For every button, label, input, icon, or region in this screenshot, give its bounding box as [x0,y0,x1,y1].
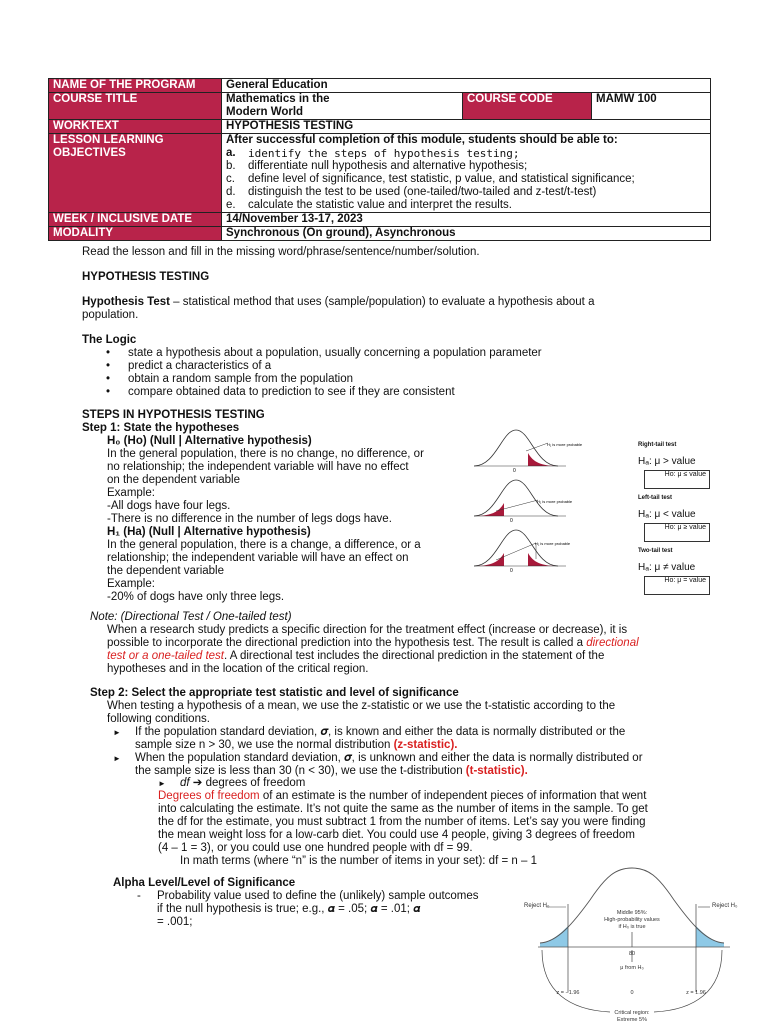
objective-item: d. distinguish the test to be used (one-tailed/two-tailed and z-test/t-test) [226,186,597,198]
z-left-label: z = −1.96 [556,990,580,996]
list-item: • obtain a random sample from the population [82,373,642,386]
two-tail-label: Two-tail test Hₐ: μ ≠ value Ho: μ = value [638,545,710,595]
svg-text:0: 0 [510,568,513,574]
step1-heading: Step 1: State the hypotheses [82,422,240,434]
svg-text:Extreme 5%: Extreme 5% [617,1017,647,1023]
objectives-label: LESSON LEARNING OBJECTIVES [49,134,222,213]
objective-item: a. identify the steps of hypothesis testing; [226,147,520,160]
svg-text:0: 0 [513,468,516,474]
svg-text:0: 0 [630,990,634,996]
modality-value: Synchronous (On ground), Asynchronous [222,227,711,241]
hypothesis-test-definition: Hypothesis Test – statistical method that uses (sample/population) to evaluate a hypothesis about a population. [82,296,595,321]
left-tail-note: H₁ is more probable [537,499,573,504]
course-title-label: COURSE TITLE [49,93,222,120]
dof-paragraph: Degrees of freedom of an estimate is the number of independent pieces of information that went into calculating the estimate. It’s not quite the same as the number of items in the sample. To get the df for the estimate, you must subtract 1 from the number of items. Let’s say you were finding the mean weight loss for a low-carb diet. You could use 4 people, giving 3 degrees of freedom (4 – 1 = 3), or you could use one hundred people with df = 99. In math terms (where “n” is the number of items in your set): df = n – 1 [158,790,648,867]
modality-label: MODALITY [49,227,222,241]
two-tail-curve [474,530,571,574]
conditions-list [107,726,707,778]
list-item: ► df ➔ degrees of freedom [152,777,552,790]
right-tail-curve [474,430,583,474]
worktext-label: WORKTEXT [49,120,222,134]
left-tail-label: Left-tail test Hₐ: μ < value Ho: μ ≥ value [638,492,710,542]
left-critical-region [540,926,568,947]
h0-section: H₀ (Ho) (Null | Alternative hypothesis) In the general population, there is no change, no difference, or no relationship; the independent variable will have no effect on the dependent variable Example: -All dogs have four legs. -There is no difference in the number of legs dogs have. H₁ (Ha) (Null | Alternative hypothesis) In the general population, there is a change, a difference, or a relationship; the independent variable will have an effect on the dependent variable Example: -20% of dogs have only three legs. [107,435,467,604]
h0-heading: H₀ (Ho) (Null | Alternative hypothesis) [107,435,312,447]
objective-item: e. calculate the statistic value and interpret the results. [226,199,513,211]
main-heading: HYPOTHESIS TESTING [82,271,210,283]
list-item: • compare obtained data to prediction to see if they are consistent [82,386,642,399]
course-code-value: MAMW 100 [592,93,711,120]
worktext-value: HYPOTHESIS TESTING [222,120,711,134]
list-item: • predict a characteristics of a [82,360,642,373]
logic-heading: The Logic [82,334,137,346]
h1-heading: H₁ (Ha) (Null | Alternative hypothesis) [107,526,311,538]
course-info-table [48,78,711,241]
week-value: 14/November 13-17, 2023 [222,213,711,227]
course-code-label: COURSE CODE [463,93,592,120]
program-value: General Education [222,79,711,93]
week-label: WEEK / INCLUSIVE DATE [49,213,222,227]
logic-list [82,347,642,399]
svg-text:High-probability values: High-probability values [604,917,660,923]
svg-text:if H₀ is true: if H₀ is true [618,924,646,930]
course-title-value: Mathematics in the Modern World [222,93,463,120]
right-tail-label: Right-tail test Hₐ: μ > value Ho: μ ≤ value [638,439,710,489]
objectives-list [226,147,706,212]
svg-text:0: 0 [510,518,513,524]
svg-text:Critical region:: Critical region: [614,1010,650,1016]
two-tail-note: H₁ is more probable [535,541,571,546]
step2-intro: When testing a hypothesis of a mean, we use the z-statistic or we use the t-statistic according to the following conditions. [107,700,616,725]
objective-item: c. define level of significance, test statistic, p value, and statistical significance; [226,173,635,185]
svg-text:Middle 95%:: Middle 95%: [616,910,648,916]
reject-right-label: Reject H₀ [712,903,738,909]
alpha-text: - Probability value used to define the (unlikely) sample outcomes if the null hypothesis is true; e.g., 𝜶 = .05; 𝜶 = .01; 𝜶 = .001; [137,890,479,928]
list-item: ► If the population standard deviation, 𝝈, is known and either the data is normally distributed or the sample size n > 30, we use the normal distribution (z-statistic). [107,726,707,752]
program-label: NAME OF THE PROGRAM [49,79,222,93]
z-right-label: z = 1.96 [686,990,706,996]
instructions: Read the lesson and fill in the missing word/phrase/sentence/number/solution. [82,246,480,258]
mean-value-label: 80 [628,951,636,957]
objectives-value [222,134,711,213]
note-body: When a research study predicts a specific direction for the treatment effect (increase or decrease), it is possible to incorporate the directional prediction into the hypothesis test. The result is called a directional test or a one-tailed test. A directional test includes the directional prediction in the statement of the hypotheses and in the location of the critical region. [107,624,639,675]
alpha-heading: Alpha Level/Level of Significance [113,877,296,889]
objectives-intro: After successful completion of this module, students should be able to: [226,134,618,146]
steps-heading: STEPS IN HYPOTHESIS TESTING [82,409,265,421]
objective-item: b. differentiate null hypothesis and alternative hypothesis; [226,160,528,172]
right-critical-region [696,926,724,947]
note-heading: Note: (Directional Test / One-tailed test) [90,611,292,623]
list-item: ► When the population standard deviation, 𝝈, is unknown and either the data is normally distributed or the sample size is less than 30 (n < 30), we use the t-distribution (t-statistic). [107,752,707,778]
normal-distribution-figure [520,862,748,1024]
svg-text:μ from H₀: μ from H₀ [620,965,644,971]
df-list [152,777,552,790]
right-tail-note: H₁ is more probable [547,442,583,447]
list-item: • state a hypothesis about a population, usually concerning a population parameter [82,347,642,360]
step2-heading: Step 2: Select the appropriate test statistic and level of significance [90,687,459,699]
left-tail-curve [474,480,573,524]
reject-left-label: Reject H₀ [524,903,550,909]
